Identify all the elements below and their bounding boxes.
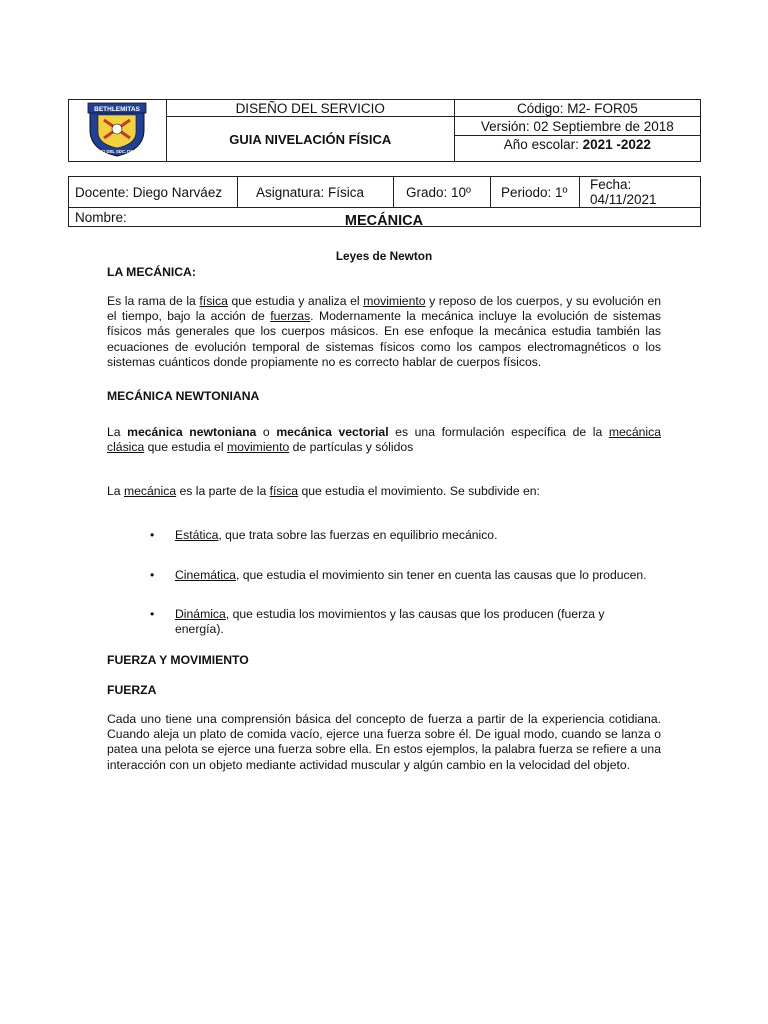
docente-cell: Docente: Diego Narváez (69, 177, 238, 208)
logo-top-text: BETHLEMITAS (94, 106, 141, 113)
nombre-field[interactable]: Nombre: (69, 208, 701, 227)
link-movimiento-2[interactable]: movimiento (226, 440, 290, 455)
p3-text-b: es la parte de la (176, 484, 270, 498)
link-estatica[interactable]: Estática (175, 528, 219, 542)
logo-bottom-text: COLEGIO DEL SDC. DE JESUS (86, 149, 149, 154)
p2-text-c: o (256, 425, 277, 439)
link-dinamica[interactable]: Dinámica (175, 607, 226, 621)
mecanica-paragraph (107, 294, 661, 370)
page-subtitle: Leyes de Newton (335, 249, 433, 263)
subdivision-paragraph (107, 484, 661, 499)
link-fisica[interactable]: física (199, 294, 228, 308)
link-fisica-2[interactable]: física (269, 484, 299, 498)
code-cell: Código: M2- FOR05 (454, 100, 700, 117)
page-title: MECÁNICA (344, 213, 424, 229)
link-movimiento[interactable]: movimiento (363, 294, 426, 308)
link-mecanica[interactable]: mecánica (123, 484, 177, 498)
p1-text-d: . Modernamente la mecánica incluye la evolución de sistemas físicos más generales que los cuerpos másicos. En ese enfoque la mecánica estudia también las ecuaciones de evolución temporal de sistemas físicos como los campos electromagnéticos o los sistemas cuánticos donde propiamente no es correcto hablar de cuerpos físicos. (107, 309, 661, 369)
version-cell: Versión: 02 Septiembre de 2018 (454, 117, 700, 136)
logo-cell (69, 100, 167, 162)
p2-text-a: La (107, 425, 128, 439)
newtoniana-paragraph (107, 425, 661, 455)
list-item (175, 607, 655, 637)
header-table (68, 99, 701, 162)
fuerza-movimiento-heading: FUERZA Y MOVIMIENTO (107, 653, 249, 667)
year-value: 2021 -2022 (582, 137, 651, 152)
list-item-text: , que trata sobre las fuerzas en equilibrio mecánico. (218, 528, 498, 542)
p2-text-f: de partículas y sólidos (289, 440, 414, 455)
link-cinematica[interactable]: Cinemática (175, 568, 236, 582)
guide-title-cell: GUIA NIVELACIÓN FÍSICA (166, 117, 454, 162)
periodo-cell: Periodo: 1º (491, 177, 580, 208)
newtoniana-heading: MECÁNICA NEWTONIANA (107, 389, 260, 403)
p3-text-c: que estudia el movimiento. Se subdivide en: (298, 484, 540, 498)
list-item (175, 568, 655, 583)
bullet-icon: • (150, 528, 155, 542)
bullet-icon: • (150, 568, 155, 582)
list-item-text: , que estudia el movimiento sin tener en cuenta las causas que lo producen. (235, 568, 647, 582)
p2-text-d: es una formulación específica de la (388, 425, 609, 439)
list-item (175, 528, 655, 543)
p1-text-a: Es la rama de la (107, 294, 200, 308)
bullet-icon: • (150, 607, 155, 621)
year-cell (454, 136, 700, 162)
year-label: Año escolar: (503, 137, 583, 152)
fuerza-heading: FUERZA (107, 683, 157, 697)
grado-cell: Grado: 10º (394, 177, 491, 208)
link-fuerzas[interactable]: fuerzas (270, 309, 311, 324)
fuerza-paragraph: Cada uno tiene una comprensión básica del concepto de fuerza a partir de la experiencia cotidiana. Cuando aleja un plato de comida vacío, ejerce una fuerza sobre él. De igual modo, cuando se lanza o patea una pelota se ejerce una fuerza sobre ella. En estos ejemplos, la palabra fuerza se refiere a una interacción con un objeto mediante actividad muscular y algún cambio en la velocidad del objeto. (107, 712, 661, 772)
service-cell: DISEÑO DEL SERVICIO (166, 100, 454, 117)
asignatura-cell: Asignatura: Física (238, 177, 394, 208)
p3-text-a: La (107, 484, 124, 498)
list-item-text: , que estudia los movimientos y las causas que los producen (fuerza y energía). (175, 607, 605, 637)
mecanica-heading: LA MECÁNICA: (107, 265, 196, 279)
fecha-cell: Fecha: 04/11/2021 (580, 177, 701, 208)
school-crest-logo (82, 100, 152, 158)
link-mecanica-clasica[interactable]: mecánica clásica (107, 425, 661, 455)
p2-text-e: que estudia el (144, 440, 227, 455)
p1-text-c: y reposo de los cuerpos, y su evolución en el tiempo, bajo la acción de (107, 294, 661, 324)
p2-bold-vectorial: mecánica vectorial (276, 425, 389, 439)
p1-text-b: que estudia y analiza el (227, 294, 364, 308)
p2-bold-newtoniana: mecánica newtoniana (127, 425, 257, 439)
